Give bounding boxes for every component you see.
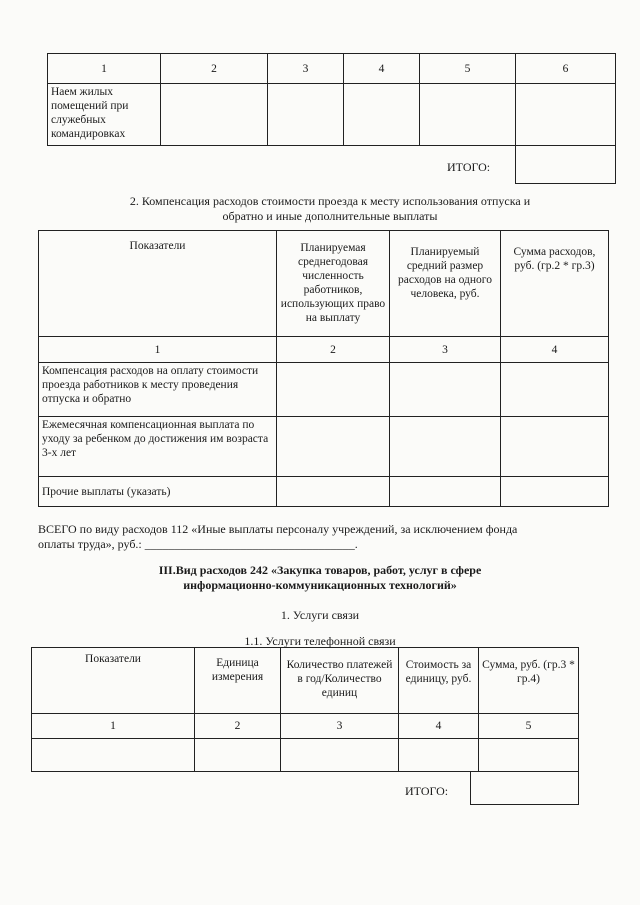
section-2-title-line1: 2. Компенсация расходов стоимости проезда к месту использования отпуска и <box>129 194 531 208</box>
table-row <box>48 84 616 146</box>
table-cell <box>277 417 390 477</box>
table-cell <box>501 363 609 417</box>
table-telephone-col-number: 2 <box>195 714 281 739</box>
table-compensation-row-label: Прочие выплаты (указать) <box>39 477 277 507</box>
section-3-heading-line2: информационно-коммуникационных технологий» <box>183 578 457 592</box>
table-cell <box>399 739 479 772</box>
table-compensation <box>38 230 609 507</box>
table-telephone-header: Количество платежей в год/Количество единиц <box>281 648 399 714</box>
table-compensation-header: Планируемая среднегодовая численность работников, использующих право на выплату <box>277 231 390 337</box>
total-expenses-line1: ВСЕГО по виду расходов 112 «Иные выплаты персоналу учреждений, за исключением фонда <box>38 522 518 536</box>
table-lodging-number-row <box>48 54 616 84</box>
table-cell <box>390 363 501 417</box>
table-lodging <box>47 53 616 146</box>
table-compensation-row-label: Ежемесячная компенсационная выплата по уходу за ребенком до достижения им возраста 3-х лет <box>39 417 277 477</box>
table-compensation-number-row <box>39 337 609 363</box>
table-lodging-row-label: Наем жилых помещений при служебных командировках <box>48 84 161 146</box>
table-lodging-col-number: 4 <box>344 54 420 84</box>
table-telephone-header: Показатели <box>32 648 195 714</box>
table-lodging-col-number: 6 <box>516 54 616 84</box>
table-telephone-itogo-label: ИТОГО: <box>405 784 449 798</box>
table-cell <box>281 739 399 772</box>
table-compensation-row-label: Компенсация расходов на оплату стоимости проезда работников к месту проведения отпуска и обратно <box>39 363 277 417</box>
section-3-subsubtitle: 1.1. Услуги телефонной связи <box>244 634 396 648</box>
table-cell <box>390 477 501 507</box>
section-3-subtitle: 1. Услуги связи <box>280 608 360 622</box>
table-telephone-header-row <box>32 648 579 714</box>
table-cell <box>161 84 268 146</box>
table-compensation-header-row <box>39 231 609 337</box>
table-cell <box>195 739 281 772</box>
table-lodging-col-number: 3 <box>268 54 344 84</box>
table-cell <box>344 84 420 146</box>
table-cell <box>501 477 609 507</box>
section-3-heading-line1: III.Вид расходов 242 «Закупка товаров, работ, услуг в сфере <box>158 563 482 577</box>
table-row <box>39 363 609 417</box>
table-cell <box>277 477 390 507</box>
table-telephone-header: Единица измерения <box>195 648 281 714</box>
table-telephone-col-number: 1 <box>32 714 195 739</box>
table-compensation-col-number: 4 <box>501 337 609 363</box>
table-cell <box>32 739 195 772</box>
section-2-title-line2: обратно и иные дополнительные выплаты <box>222 209 438 223</box>
table-compensation-header: Планируемый средний размер расходов на одного человека, руб. <box>390 231 501 337</box>
section-2-title <box>60 194 600 224</box>
table-compensation-col-number: 1 <box>39 337 277 363</box>
table-lodging-itogo-value <box>515 145 616 184</box>
table-compensation-header: Сумма расходов, руб. (гр.2 * гр.3) <box>501 231 609 337</box>
table-telephone-header: Стоимость за единицу, руб. <box>399 648 479 714</box>
section-3-heading <box>80 563 560 593</box>
table-cell <box>420 84 516 146</box>
table-row <box>32 739 579 772</box>
table-cell <box>501 417 609 477</box>
table-lodging-itogo-label: ИТОГО: <box>447 160 491 174</box>
table-compensation-header: Показатели <box>39 231 277 337</box>
table-cell <box>277 363 390 417</box>
table-lodging-col-number: 1 <box>48 54 161 84</box>
total-expenses-line2: оплаты труда», руб.: ___________________________________. <box>38 537 358 551</box>
table-row <box>39 477 609 507</box>
table-cell <box>516 84 616 146</box>
table-lodging-col-number: 2 <box>161 54 268 84</box>
table-telephone-itogo-value <box>470 771 579 805</box>
table-telephone-header: Сумма, руб. (гр.3 * гр.4) <box>479 648 579 714</box>
table-telephone-number-row <box>32 714 579 739</box>
table-telephone-col-number: 3 <box>281 714 399 739</box>
total-expenses-text <box>38 522 618 552</box>
table-telephone <box>31 647 579 772</box>
table-telephone-col-number: 5 <box>479 714 579 739</box>
table-cell <box>268 84 344 146</box>
table-row <box>39 417 609 477</box>
table-lodging-col-number: 5 <box>420 54 516 84</box>
table-compensation-col-number: 3 <box>390 337 501 363</box>
table-cell <box>479 739 579 772</box>
table-cell <box>390 417 501 477</box>
table-telephone-col-number: 4 <box>399 714 479 739</box>
table-compensation-col-number: 2 <box>277 337 390 363</box>
